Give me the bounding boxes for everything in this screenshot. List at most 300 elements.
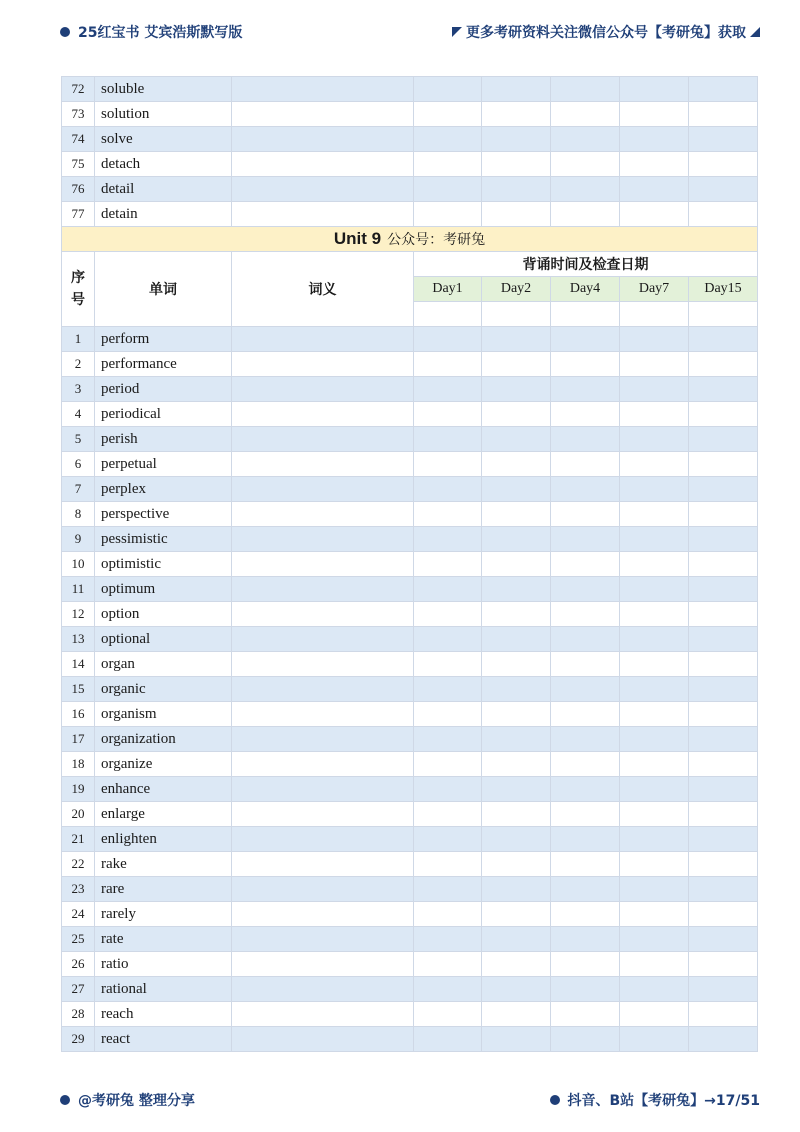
meaning-cell[interactable] bbox=[232, 1002, 414, 1027]
day-check-cell[interactable] bbox=[551, 827, 620, 852]
row-number: 9 bbox=[62, 527, 95, 552]
day-check-cell[interactable] bbox=[689, 552, 758, 577]
day-check-cell[interactable] bbox=[414, 877, 482, 902]
day-check-cell[interactable] bbox=[482, 802, 551, 827]
day-check-cell[interactable] bbox=[551, 727, 620, 752]
day-check-cell[interactable] bbox=[689, 977, 758, 1002]
word-cell: perspective bbox=[95, 502, 232, 527]
day-check-cell[interactable] bbox=[551, 677, 620, 702]
word-cell: solve bbox=[95, 127, 232, 152]
word-cell: pessimistic bbox=[95, 527, 232, 552]
day-check-cell[interactable] bbox=[551, 602, 620, 627]
page-footer bbox=[0, 1090, 800, 1112]
unit-title-row bbox=[62, 227, 758, 252]
day-check-cell[interactable] bbox=[620, 552, 689, 577]
footer-right bbox=[550, 1090, 760, 1110]
day-check-cell[interactable] bbox=[551, 152, 620, 177]
meaning-cell[interactable] bbox=[232, 652, 414, 677]
table-row bbox=[62, 1027, 758, 1052]
day-check-cell[interactable] bbox=[620, 77, 689, 102]
day-check-cell[interactable] bbox=[689, 902, 758, 927]
day-check-cell[interactable] bbox=[482, 977, 551, 1002]
day-check-cell[interactable] bbox=[689, 652, 758, 677]
word-cell: perform bbox=[95, 327, 232, 352]
day-check-cell[interactable] bbox=[414, 902, 482, 927]
day-check-cell[interactable] bbox=[620, 427, 689, 452]
day-check-cell[interactable] bbox=[414, 77, 482, 102]
table-row bbox=[62, 852, 758, 877]
word-cell: performance bbox=[95, 352, 232, 377]
day-check-cell[interactable] bbox=[620, 152, 689, 177]
day-check-cell[interactable] bbox=[482, 1027, 551, 1052]
meaning-cell[interactable] bbox=[232, 477, 414, 502]
day-check-cell[interactable] bbox=[482, 827, 551, 852]
day-check-cell[interactable] bbox=[482, 427, 551, 452]
day-check-cell[interactable] bbox=[414, 677, 482, 702]
day-check-cell[interactable] bbox=[482, 877, 551, 902]
day-check-cell[interactable] bbox=[689, 852, 758, 877]
day-check-cell[interactable] bbox=[620, 977, 689, 1002]
row-number: 5 bbox=[62, 427, 95, 452]
meaning-cell[interactable] bbox=[232, 452, 414, 477]
meaning-cell[interactable] bbox=[232, 577, 414, 602]
word-cell: organ bbox=[95, 652, 232, 677]
day-check-cell[interactable] bbox=[620, 527, 689, 552]
header-left bbox=[60, 22, 242, 42]
meaning-cell[interactable] bbox=[232, 952, 414, 977]
day-check-cell[interactable] bbox=[551, 1002, 620, 1027]
table-row bbox=[62, 877, 758, 902]
day-check-cell[interactable] bbox=[414, 352, 482, 377]
day-check-cell[interactable] bbox=[620, 902, 689, 927]
table-row bbox=[62, 602, 758, 627]
day-check-cell[interactable] bbox=[414, 977, 482, 1002]
day-check-cell[interactable] bbox=[689, 627, 758, 652]
day-check-cell[interactable] bbox=[414, 652, 482, 677]
row-number: 22 bbox=[62, 852, 95, 877]
day-check-cell[interactable] bbox=[689, 802, 758, 827]
day-check-cell[interactable] bbox=[620, 452, 689, 477]
day-check-cell[interactable] bbox=[620, 852, 689, 877]
day-check-cell[interactable] bbox=[551, 952, 620, 977]
day-check-cell[interactable] bbox=[689, 152, 758, 177]
meaning-cell[interactable] bbox=[232, 677, 414, 702]
day-check-cell[interactable] bbox=[414, 952, 482, 977]
day-check-cell[interactable] bbox=[482, 1002, 551, 1027]
meaning-cell[interactable] bbox=[232, 902, 414, 927]
table-row bbox=[62, 352, 758, 377]
row-number: 28 bbox=[62, 1002, 95, 1027]
day-check-cell[interactable] bbox=[482, 777, 551, 802]
day-check-cell[interactable] bbox=[482, 927, 551, 952]
day-check-cell[interactable] bbox=[482, 177, 551, 202]
day-check-cell[interactable] bbox=[620, 127, 689, 152]
table-row bbox=[62, 377, 758, 402]
day-check-cell[interactable] bbox=[689, 727, 758, 752]
day-check-cell[interactable] bbox=[482, 127, 551, 152]
day-check-cell[interactable] bbox=[551, 427, 620, 452]
meaning-cell[interactable] bbox=[232, 202, 414, 227]
day-check-cell[interactable] bbox=[689, 427, 758, 452]
word-cell: rational bbox=[95, 977, 232, 1002]
col-header-word: 单词 bbox=[95, 252, 232, 327]
day-check-cell[interactable] bbox=[414, 502, 482, 527]
unit-name: Unit 9 bbox=[333, 229, 382, 248]
col-header-schedule: 背诵时间及检查日期 bbox=[414, 252, 758, 277]
meaning-cell[interactable] bbox=[232, 177, 414, 202]
day-check-cell[interactable] bbox=[414, 1027, 482, 1052]
day-check-cell[interactable] bbox=[620, 702, 689, 727]
meaning-cell[interactable] bbox=[232, 802, 414, 827]
day-check-cell[interactable] bbox=[620, 502, 689, 527]
day-check-cell[interactable] bbox=[414, 802, 482, 827]
word-cell: perish bbox=[95, 427, 232, 452]
day-check-cell[interactable] bbox=[620, 652, 689, 677]
day-check-cell[interactable] bbox=[620, 627, 689, 652]
day-check-cell[interactable] bbox=[689, 127, 758, 152]
day-check-cell[interactable] bbox=[482, 627, 551, 652]
row-number: 24 bbox=[62, 902, 95, 927]
day-check-cell[interactable] bbox=[414, 202, 482, 227]
row-number: 17 bbox=[62, 727, 95, 752]
day-check-cell[interactable] bbox=[551, 527, 620, 552]
word-cell: enlarge bbox=[95, 802, 232, 827]
meaning-cell[interactable] bbox=[232, 77, 414, 102]
day-check-cell[interactable] bbox=[551, 477, 620, 502]
meaning-cell[interactable] bbox=[232, 427, 414, 452]
day-check-cell[interactable] bbox=[551, 402, 620, 427]
meaning-cell[interactable] bbox=[232, 852, 414, 877]
day-check-cell[interactable] bbox=[414, 852, 482, 877]
day-check-cell[interactable] bbox=[689, 877, 758, 902]
day-check-cell[interactable] bbox=[689, 102, 758, 127]
table-row bbox=[62, 152, 758, 177]
day-check-cell[interactable] bbox=[482, 477, 551, 502]
day-check-cell[interactable] bbox=[551, 352, 620, 377]
table-row bbox=[62, 902, 758, 927]
day-check-cell[interactable] bbox=[620, 777, 689, 802]
meaning-cell[interactable] bbox=[232, 152, 414, 177]
day-check-cell[interactable] bbox=[482, 852, 551, 877]
row-number: 75 bbox=[62, 152, 95, 177]
day-check-cell[interactable] bbox=[551, 702, 620, 727]
day-check-cell[interactable] bbox=[689, 927, 758, 952]
day-check-cell[interactable] bbox=[414, 727, 482, 752]
day-check-cell[interactable] bbox=[414, 177, 482, 202]
day-check-cell[interactable] bbox=[414, 327, 482, 352]
table-row bbox=[62, 727, 758, 752]
day-check-cell[interactable] bbox=[551, 777, 620, 802]
day-check-cell[interactable] bbox=[414, 402, 482, 427]
day-check-cell[interactable] bbox=[620, 352, 689, 377]
meaning-cell[interactable] bbox=[232, 527, 414, 552]
day-check-cell[interactable] bbox=[482, 727, 551, 752]
day-check-cell[interactable] bbox=[620, 602, 689, 627]
day-check-cell[interactable] bbox=[482, 702, 551, 727]
day-check-cell[interactable] bbox=[620, 952, 689, 977]
day-check-cell[interactable] bbox=[551, 177, 620, 202]
meaning-cell[interactable] bbox=[232, 377, 414, 402]
meaning-cell[interactable] bbox=[232, 352, 414, 377]
day-check-cell[interactable] bbox=[551, 852, 620, 877]
day-check-cell[interactable] bbox=[620, 827, 689, 852]
day-check-cell[interactable] bbox=[414, 102, 482, 127]
day-check-cell[interactable] bbox=[482, 102, 551, 127]
day-check-cell[interactable] bbox=[414, 627, 482, 652]
day-check-cell[interactable] bbox=[689, 502, 758, 527]
word-cell: rarely bbox=[95, 902, 232, 927]
meaning-cell[interactable] bbox=[232, 877, 414, 902]
table-row bbox=[62, 677, 758, 702]
row-number: 13 bbox=[62, 627, 95, 652]
meaning-cell[interactable] bbox=[232, 752, 414, 777]
day-check-cell[interactable] bbox=[482, 952, 551, 977]
day-check-cell[interactable] bbox=[482, 402, 551, 427]
row-number: 20 bbox=[62, 802, 95, 827]
word-cell: soluble bbox=[95, 77, 232, 102]
day-check-cell[interactable] bbox=[482, 502, 551, 527]
day-check-cell[interactable] bbox=[620, 1002, 689, 1027]
day-check-cell[interactable] bbox=[689, 527, 758, 552]
day-check-cell[interactable] bbox=[551, 902, 620, 927]
word-cell: ratio bbox=[95, 952, 232, 977]
day-check-cell[interactable] bbox=[482, 327, 551, 352]
row-number: 8 bbox=[62, 502, 95, 527]
row-number: 10 bbox=[62, 552, 95, 577]
day-header-day15: Day15 bbox=[689, 277, 758, 302]
day-check-cell[interactable] bbox=[482, 527, 551, 552]
row-number: 4 bbox=[62, 402, 95, 427]
day-check-cell[interactable] bbox=[689, 352, 758, 377]
word-cell: rare bbox=[95, 877, 232, 902]
day-check-cell[interactable] bbox=[551, 552, 620, 577]
day-header-day7: Day7 bbox=[620, 277, 689, 302]
day-check-cell[interactable] bbox=[414, 927, 482, 952]
day-check-cell[interactable] bbox=[482, 202, 551, 227]
triangle-left-icon bbox=[452, 27, 462, 37]
day-check-cell[interactable] bbox=[620, 202, 689, 227]
day-check-cell[interactable] bbox=[620, 677, 689, 702]
column-header-row bbox=[62, 252, 758, 277]
meaning-cell[interactable] bbox=[232, 502, 414, 527]
row-number: 15 bbox=[62, 677, 95, 702]
day-check-cell[interactable] bbox=[689, 1027, 758, 1052]
day-check-cell[interactable] bbox=[551, 1027, 620, 1052]
header-promo: 更多考研资料关注微信公众号【考研兔】获取 bbox=[466, 25, 746, 41]
header-right bbox=[452, 22, 760, 42]
day-check-cell[interactable] bbox=[414, 577, 482, 602]
word-cell: perpetual bbox=[95, 452, 232, 477]
word-cell: period bbox=[95, 377, 232, 402]
meaning-cell[interactable] bbox=[232, 777, 414, 802]
day-check-cell[interactable] bbox=[689, 777, 758, 802]
day-check-cell[interactable] bbox=[689, 452, 758, 477]
day-check-cell[interactable] bbox=[482, 652, 551, 677]
day-check-cell[interactable] bbox=[620, 327, 689, 352]
day-check-cell[interactable] bbox=[551, 502, 620, 527]
triangle-right-icon bbox=[750, 27, 760, 37]
day-check-cell[interactable] bbox=[414, 377, 482, 402]
day-check-cell[interactable] bbox=[689, 377, 758, 402]
table-row bbox=[62, 827, 758, 852]
day-check-cell[interactable] bbox=[689, 402, 758, 427]
day-check-cell[interactable] bbox=[689, 677, 758, 702]
day-check-cell[interactable] bbox=[551, 577, 620, 602]
day-check-cell[interactable] bbox=[414, 702, 482, 727]
day-check-cell[interactable] bbox=[482, 452, 551, 477]
row-number: 16 bbox=[62, 702, 95, 727]
day-check-cell[interactable] bbox=[551, 327, 620, 352]
table-row bbox=[62, 627, 758, 652]
word-cell: perplex bbox=[95, 477, 232, 502]
day-check-cell[interactable] bbox=[551, 752, 620, 777]
day-check-cell[interactable] bbox=[689, 827, 758, 852]
day-check-cell[interactable] bbox=[620, 802, 689, 827]
day-check-cell[interactable] bbox=[551, 77, 620, 102]
word-cell: react bbox=[95, 1027, 232, 1052]
day-check-cell[interactable] bbox=[414, 602, 482, 627]
footer-page-info: 抖音、B站【考研兔】→17/51 bbox=[567, 1093, 760, 1109]
meaning-cell[interactable] bbox=[232, 552, 414, 577]
table-row bbox=[62, 427, 758, 452]
day-check-cell[interactable] bbox=[689, 952, 758, 977]
table-row bbox=[62, 327, 758, 352]
day-check-cell[interactable] bbox=[620, 102, 689, 127]
row-number: 11 bbox=[62, 577, 95, 602]
day-check-cell[interactable] bbox=[414, 477, 482, 502]
day-check-cell[interactable] bbox=[551, 977, 620, 1002]
day-check-cell[interactable] bbox=[551, 127, 620, 152]
row-number: 72 bbox=[62, 77, 95, 102]
day-header-day1: Day1 bbox=[414, 277, 482, 302]
word-cell: option bbox=[95, 602, 232, 627]
day-check-cell[interactable] bbox=[620, 1027, 689, 1052]
day-check-cell[interactable] bbox=[414, 777, 482, 802]
meaning-cell[interactable] bbox=[232, 127, 414, 152]
day-check-cell[interactable] bbox=[689, 577, 758, 602]
meaning-cell[interactable] bbox=[232, 1027, 414, 1052]
day-check-cell[interactable] bbox=[414, 1002, 482, 1027]
day-check-cell[interactable] bbox=[689, 177, 758, 202]
meaning-cell[interactable] bbox=[232, 827, 414, 852]
day-check-cell[interactable] bbox=[551, 202, 620, 227]
day-check-cell[interactable] bbox=[551, 452, 620, 477]
bullet-icon bbox=[60, 27, 70, 37]
word-cell: rate bbox=[95, 927, 232, 952]
day-check-cell[interactable] bbox=[414, 552, 482, 577]
table-row bbox=[62, 702, 758, 727]
meaning-cell[interactable] bbox=[232, 727, 414, 752]
day-check-cell[interactable] bbox=[414, 527, 482, 552]
day-check-cell[interactable] bbox=[620, 477, 689, 502]
day-check-cell[interactable] bbox=[551, 652, 620, 677]
meaning-cell[interactable] bbox=[232, 977, 414, 1002]
day-check-cell[interactable] bbox=[551, 377, 620, 402]
day-check-cell[interactable] bbox=[482, 552, 551, 577]
word-cell: optimistic bbox=[95, 552, 232, 577]
meaning-cell[interactable] bbox=[232, 402, 414, 427]
day-check-cell[interactable] bbox=[620, 727, 689, 752]
day-check-cell[interactable] bbox=[620, 177, 689, 202]
day-check-cell[interactable] bbox=[620, 877, 689, 902]
day-check-cell[interactable] bbox=[620, 577, 689, 602]
meaning-cell[interactable] bbox=[232, 927, 414, 952]
day-check-cell[interactable] bbox=[689, 477, 758, 502]
table-row bbox=[62, 577, 758, 602]
row-number: 23 bbox=[62, 877, 95, 902]
bullet-icon bbox=[60, 1095, 70, 1105]
page-header bbox=[0, 22, 800, 44]
row-number: 2 bbox=[62, 352, 95, 377]
row-number: 1 bbox=[62, 327, 95, 352]
day-check-cell[interactable] bbox=[414, 752, 482, 777]
day-check-cell[interactable] bbox=[482, 752, 551, 777]
day-check-cell[interactable] bbox=[414, 427, 482, 452]
meaning-cell[interactable] bbox=[232, 627, 414, 652]
day-check-cell[interactable] bbox=[551, 877, 620, 902]
day-check-cell[interactable] bbox=[482, 352, 551, 377]
day-check-cell[interactable] bbox=[689, 1002, 758, 1027]
day-check-cell[interactable] bbox=[689, 602, 758, 627]
table-row bbox=[62, 202, 758, 227]
meaning-cell[interactable] bbox=[232, 702, 414, 727]
vocab-table-wrap bbox=[61, 76, 757, 1052]
day-check-cell[interactable] bbox=[620, 752, 689, 777]
day-check-cell[interactable] bbox=[620, 402, 689, 427]
day-check-cell[interactable] bbox=[689, 752, 758, 777]
day-check-cell[interactable] bbox=[689, 327, 758, 352]
row-number: 25 bbox=[62, 927, 95, 952]
day-check-cell[interactable] bbox=[414, 152, 482, 177]
day-check-cell[interactable] bbox=[689, 77, 758, 102]
word-cell: optional bbox=[95, 627, 232, 652]
meaning-cell[interactable] bbox=[232, 102, 414, 127]
row-number: 74 bbox=[62, 127, 95, 152]
day-check-cell[interactable] bbox=[482, 677, 551, 702]
day-check-cell[interactable] bbox=[551, 802, 620, 827]
day-check-cell[interactable] bbox=[482, 377, 551, 402]
word-cell: detach bbox=[95, 152, 232, 177]
day-check-cell[interactable] bbox=[482, 602, 551, 627]
day-check-cell[interactable] bbox=[482, 77, 551, 102]
day-check-cell[interactable] bbox=[414, 452, 482, 477]
day-check-cell[interactable] bbox=[689, 702, 758, 727]
meaning-cell[interactable] bbox=[232, 602, 414, 627]
day-check-cell[interactable] bbox=[620, 927, 689, 952]
vocab-table bbox=[61, 76, 758, 1052]
day-check-cell[interactable] bbox=[414, 827, 482, 852]
day-check-cell[interactable] bbox=[551, 927, 620, 952]
word-cell: organism bbox=[95, 702, 232, 727]
row-number: 29 bbox=[62, 1027, 95, 1052]
col-header-meaning: 词义 bbox=[232, 252, 414, 327]
day-check-cell[interactable] bbox=[620, 377, 689, 402]
day-check-cell[interactable] bbox=[482, 152, 551, 177]
day-check-cell[interactable] bbox=[482, 577, 551, 602]
day-header-day2: Day2 bbox=[482, 277, 551, 302]
unit-subtitle: 公众号：考研兔 bbox=[387, 232, 486, 248]
row-number: 18 bbox=[62, 752, 95, 777]
day-check-cell[interactable] bbox=[414, 127, 482, 152]
day-check-cell[interactable] bbox=[551, 102, 620, 127]
meaning-cell[interactable] bbox=[232, 327, 414, 352]
row-number: 14 bbox=[62, 652, 95, 677]
col-header-no-label: 序 号 bbox=[71, 270, 85, 308]
day-check-cell[interactable] bbox=[689, 202, 758, 227]
day-check-cell[interactable] bbox=[551, 627, 620, 652]
word-cell: detail bbox=[95, 177, 232, 202]
day-check-cell[interactable] bbox=[482, 902, 551, 927]
